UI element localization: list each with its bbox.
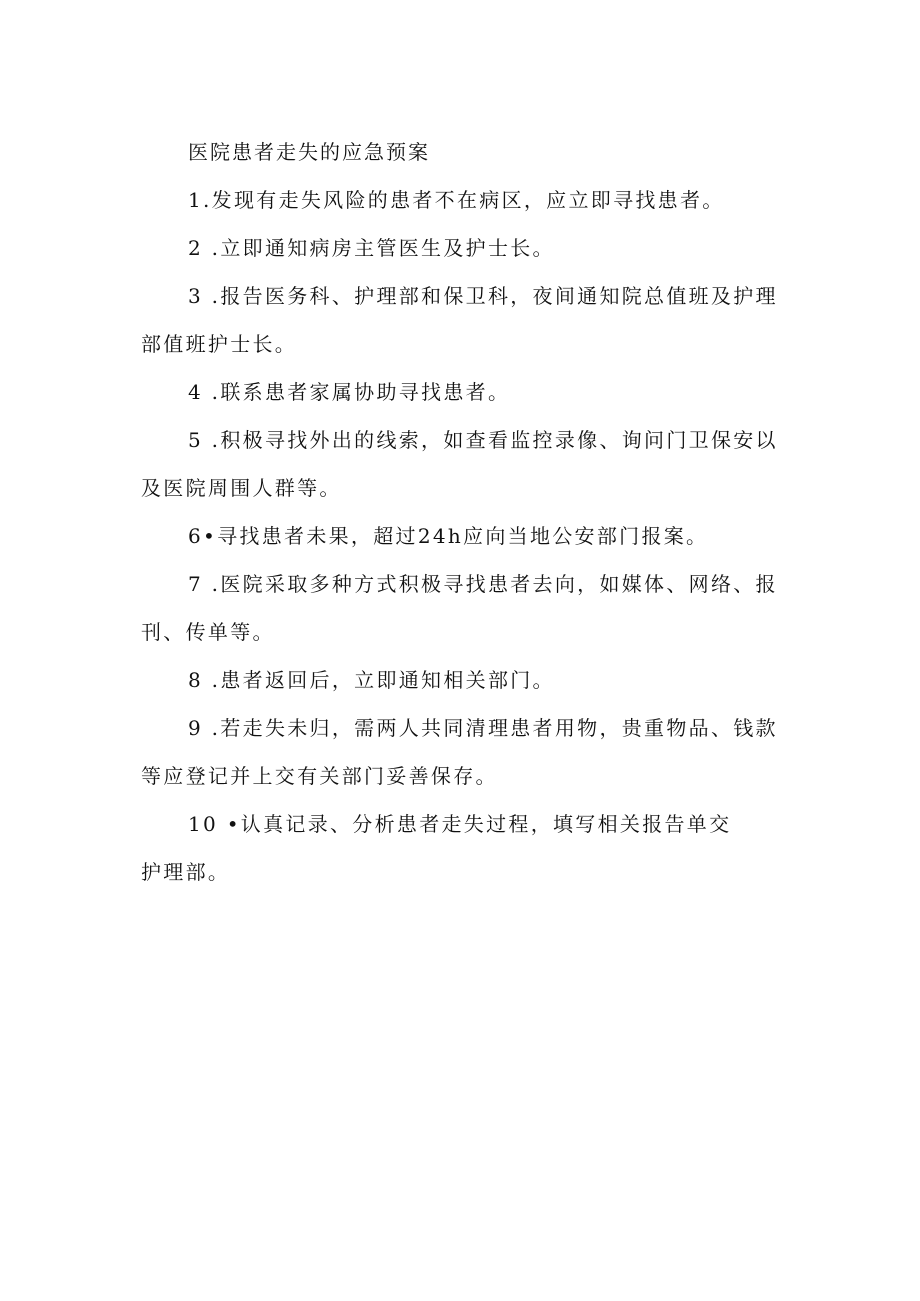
list-item: 7 .医院采取多种方式积极寻找患者去向，如媒体、网络、报刊、传单等。	[141, 572, 778, 644]
list-item: 8 .患者返回后，立即通知相关部门。	[188, 668, 555, 692]
list-item: 5 .积极寻找外出的线索，如查看监控录像、询问门卫保安以及医院周围人群等。	[141, 428, 778, 500]
list-item: 2 .立即通知病房主管医生及护士长。	[188, 236, 555, 260]
list-item: 3 .报告医务科、护理部和保卫科，夜间通知院总值班及护理部值班护士长。	[141, 284, 778, 356]
document-title: 医院患者走失的应急预案	[188, 140, 430, 164]
list-item: 9 .若走失未归，需两人共同清理患者用物，贵重物品、钱款等应登记并上交有关部门妥善保存。	[141, 716, 778, 788]
list-item: 4 .联系患者家属协助寻找患者。	[188, 380, 511, 404]
list-item-10-line2: 护理部。	[141, 860, 231, 884]
document-body	[141, 128, 791, 896]
list-item-10-line1: 10 •认真记录、分析患者走失过程，填写相关报告单交	[188, 812, 732, 836]
list-item: 1.发现有走失风险的患者不在病区，应立即寻找患者。	[188, 188, 725, 212]
list-item: 6•寻找患者未果，超过24h应向当地公安部门报案。	[188, 524, 709, 548]
